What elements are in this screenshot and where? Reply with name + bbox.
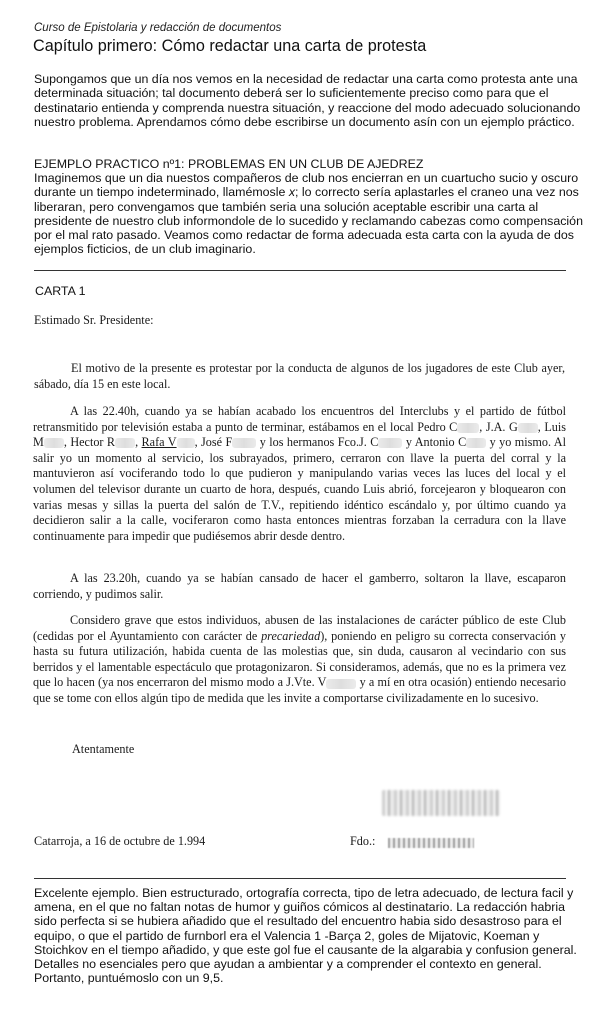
letter-paragraph-3: A las 23.20h, cuando ya se habían cansado de hacer el gamberro, soltaron la llave, escaparon corriendo, y pudimos salir. bbox=[33, 571, 566, 601]
example-paragraph: Imaginemos que un dia nuestos compañeros de club nos encierran en un cuartucho sucio y oscuro durante un tiempo indeterminado, llamémosle x; lo correcto sería aplastarles el craneo una vez nos liberaran, pero convengamos que también seria una solución aceptable escribir una carta al presidente de nuestro club informondole de lo sucedido y reclamando cabezas como compensación por el mal rato pasado. Veamos como redactar de forma adecuada esta carta con la ayuda de dos ejemplos ficticios, de un club imaginario. bbox=[34, 171, 583, 257]
example-heading: EJEMPLO PRACTICO nº1: PROBLEMAS EN UN CLUB DE AJEDREZ bbox=[34, 157, 424, 171]
redacted-name bbox=[115, 438, 135, 448]
letter-paragraph-2: A las 22.40h, cuando ya se habían acabado los encuentros del Interclubs y el partido de fútbol retransmitido por televisión estaba a punto de terminar, estábamos en el local Pedro C , J.A. G , Luis M , Hector R , Rafa V , José F y los hermanos Fco.J. C y Antonio C y yo mismo. Al salir yo un momento al servicio, los subrayados, primero, cerraron con llave la puerta del corral y la mantuvieron así vociferando todo lo que pudieron y manipulando varias veces las luces del local y el volumen del televisor durante un cuarto de hora, después, cuando Luis abrió, forcejearon y bloquearon con varias mesas y sillas la puerta del salón de T.V., repitiendo idéntico escándalo y, por último cuando ya decidieron salir a la calle, vociferaron como hasta entonces mientras forzaban la cerradura con la llave continuamente para impedir que pudiésemos abrir desde dentro. bbox=[33, 404, 566, 543]
letter-place-date: Catarroja, a 16 de octubre de 1.994 bbox=[34, 834, 206, 848]
redacted-name bbox=[326, 679, 356, 689]
letter-salutation: Estimado Sr. Presidente: bbox=[34, 313, 154, 327]
intro-paragraph: Supongamos que un día nos vemos en la necesidad de redactar una carta como protesta ante una determinada situación; tal documento deberá ser lo suficientemente preciso como para que el destinatario entienda y comprenda nuestra situación, y reaccione del modo adecuado solucionando nuestro problema. Aprendamos cómo debe escribirse un documento asín con un ejemplo práctico. bbox=[34, 72, 581, 129]
letter-closing: Atentamente bbox=[72, 742, 135, 756]
redacted-name bbox=[378, 438, 402, 448]
chapter-title: Capítulo primero: Cómo redactar una carta de protesta bbox=[33, 37, 427, 55]
redacted-name bbox=[177, 438, 195, 448]
divider-top bbox=[34, 270, 566, 271]
signer-name-blurred bbox=[388, 838, 474, 848]
evaluation-paragraph: Excelente ejemplo. Bien estructurado, ortografía correcta, tipo de letra adecuado, de lectura facil y amena, en el que no faltan notas de humor y guiños cómicos al destinatario. La redacción habria sido perfecta si se hubiera añadido que el resultado del encuentro habia sido desastroso para el equipo, o que el partido de furnborl era el Valencia 1 -Barça 2, goles de Mijatovic, Koeman y Stoichkov en el tiempo añadido, y que este gol fue el causante de la algarabia y confusion general. Detalles no esenciales pero que ayudan a ambientar y a comprender el contexto en general. Portanto, puntuémoslo con un 9,5. bbox=[34, 886, 577, 986]
letter-paragraph-1: El motivo de la presente es protestar por la conducta de algunos de los jugadores de este Club ayer, sábado, día 15 en este local. bbox=[34, 361, 565, 391]
signature-label: Fdo.: bbox=[350, 834, 376, 848]
redacted-name bbox=[518, 423, 538, 433]
divider-bottom bbox=[34, 878, 566, 879]
letter-title: CARTA 1 bbox=[35, 284, 86, 298]
signature-blurred bbox=[382, 790, 500, 816]
course-title: Curso de Epistolaria y redacción de documentos bbox=[34, 22, 282, 34]
redacted-name bbox=[457, 423, 479, 433]
redacted-name bbox=[232, 438, 256, 448]
letter-paragraph-4: Considero grave que estos individuos, abusen de las instalaciones de carácter público de este Club (cedidas por el Ayuntamiento con carácter de precariedad), poniendo en peligro su correcta conservación y hasta su futura utilización, habida cuenta de las molestias que, sin duda, causaron al vecindario con sus berridos y el lamentable espectáculo que protagonizaron. Si consideramos, además, que no es la primera vez que lo hacen (ya nos encerraron del mismo modo a J.Vte. V y a mí en otra ocasión) entiendo necesario que se tome con ellos algún tipo de medida que les invite a comportarse civilizadamente en lo sucesivo. bbox=[33, 613, 566, 705]
redacted-name bbox=[466, 438, 486, 448]
redacted-name bbox=[44, 438, 64, 448]
